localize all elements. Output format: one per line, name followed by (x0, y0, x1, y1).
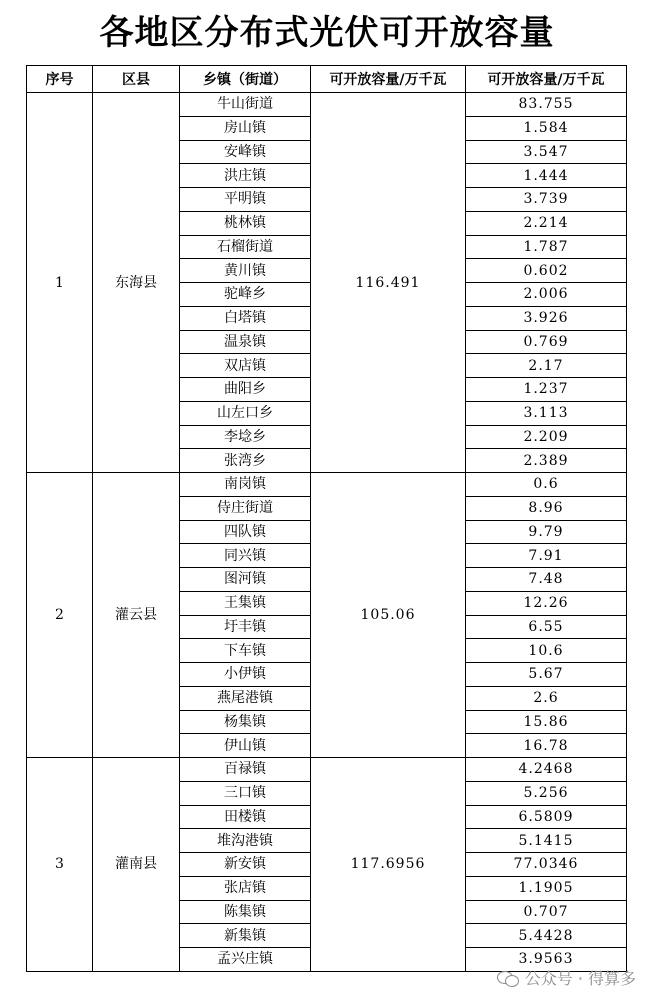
group-total-capacity: 116.491 (311, 93, 466, 473)
town-name: 双店镇 (180, 354, 311, 378)
town-name: 下车镇 (180, 639, 311, 663)
town-capacity: 12.26 (466, 591, 627, 615)
town-name: 图河镇 (180, 568, 311, 592)
town-capacity: 0.602 (466, 259, 627, 283)
town-name: 王集镇 (180, 591, 311, 615)
town-name: 曲阳乡 (180, 378, 311, 402)
town-name: 温泉镇 (180, 330, 311, 354)
table-row (27, 473, 627, 497)
town-name: 黄川镇 (180, 259, 311, 283)
town-name: 白塔镇 (180, 306, 311, 330)
town-capacity: 6.5809 (466, 805, 627, 829)
town-capacity: 3.547 (466, 140, 627, 164)
header-town-capacity: 可开放容量/万千瓦 (466, 66, 627, 93)
town-capacity: 0.769 (466, 330, 627, 354)
town-capacity: 77.0346 (466, 853, 627, 877)
town-name: 杨集镇 (180, 710, 311, 734)
town-capacity: 16.78 (466, 734, 627, 758)
town-name: 田楼镇 (180, 805, 311, 829)
town-capacity: 4.2468 (466, 758, 627, 782)
town-name: 堆沟港镇 (180, 829, 311, 853)
group-total-capacity: 117.6956 (311, 758, 466, 972)
watermark-text: 公众号 · 得算多 (524, 969, 636, 988)
header-index: 序号 (27, 66, 93, 93)
town-name: 李埝乡 (180, 425, 311, 449)
town-capacity: 2.006 (466, 283, 627, 307)
town-name: 房山镇 (180, 116, 311, 140)
town-name: 张店镇 (180, 876, 311, 900)
watermark (497, 966, 636, 989)
town-name: 百禄镇 (180, 758, 311, 782)
town-name: 安峰镇 (180, 140, 311, 164)
town-capacity: 5.256 (466, 781, 627, 805)
town-capacity: 0.707 (466, 900, 627, 924)
group-index: 2 (27, 473, 93, 758)
wechat-icon (497, 969, 519, 987)
group-county: 东海县 (93, 93, 180, 473)
town-capacity: 9.79 (466, 520, 627, 544)
group-index: 3 (27, 758, 93, 972)
town-name: 驼峰乡 (180, 283, 311, 307)
town-name: 洪庄镇 (180, 164, 311, 188)
town-capacity: 7.91 (466, 544, 627, 568)
table-header-row (27, 66, 627, 93)
town-capacity: 1.237 (466, 378, 627, 402)
town-capacity: 3.926 (466, 306, 627, 330)
town-capacity: 3.739 (466, 188, 627, 212)
group-total-capacity: 105.06 (311, 473, 466, 758)
town-name: 桃林镇 (180, 211, 311, 235)
town-name: 燕尾港镇 (180, 686, 311, 710)
town-capacity: 5.4428 (466, 924, 627, 948)
town-name: 陈集镇 (180, 900, 311, 924)
town-name: 圩丰镇 (180, 615, 311, 639)
town-capacity: 2.17 (466, 354, 627, 378)
town-capacity: 83.755 (466, 93, 627, 117)
header-town: 乡镇（街道） (180, 66, 311, 93)
town-name: 新安镇 (180, 853, 311, 877)
town-capacity: 1.584 (466, 116, 627, 140)
group-index: 1 (27, 93, 93, 473)
town-name: 孟兴庄镇 (180, 948, 311, 972)
town-name: 平明镇 (180, 188, 311, 212)
town-capacity: 7.48 (466, 568, 627, 592)
town-capacity: 1.787 (466, 235, 627, 259)
town-capacity: 10.6 (466, 639, 627, 663)
town-capacity: 2.209 (466, 425, 627, 449)
town-capacity: 6.55 (466, 615, 627, 639)
town-capacity: 5.1415 (466, 829, 627, 853)
town-name: 同兴镇 (180, 544, 311, 568)
table-row (27, 758, 627, 782)
town-name: 三口镇 (180, 781, 311, 805)
town-capacity: 1.1905 (466, 876, 627, 900)
town-name: 四队镇 (180, 520, 311, 544)
town-name: 石榴街道 (180, 235, 311, 259)
town-capacity: 15.86 (466, 710, 627, 734)
town-capacity: 2.389 (466, 449, 627, 473)
town-capacity: 1.444 (466, 164, 627, 188)
town-name: 牛山街道 (180, 93, 311, 117)
town-capacity: 2.214 (466, 211, 627, 235)
town-name: 侍庄街道 (180, 496, 311, 520)
town-name: 伊山镇 (180, 734, 311, 758)
capacity-table (26, 65, 627, 972)
town-name: 山左口乡 (180, 401, 311, 425)
town-capacity: 3.9563 (466, 948, 627, 972)
town-capacity: 0.6 (466, 473, 627, 497)
table-row (27, 93, 627, 117)
header-total-capacity: 可开放容量/万千瓦 (311, 66, 466, 93)
group-county: 灌云县 (93, 473, 180, 758)
town-name: 南岗镇 (180, 473, 311, 497)
group-county: 灌南县 (93, 758, 180, 972)
town-capacity: 2.6 (466, 686, 627, 710)
town-name: 新集镇 (180, 924, 311, 948)
town-capacity: 3.113 (466, 401, 627, 425)
town-name: 小伊镇 (180, 663, 311, 687)
table-body (27, 93, 627, 972)
town-capacity: 5.67 (466, 663, 627, 687)
header-county: 区县 (93, 66, 180, 93)
town-capacity: 8.96 (466, 496, 627, 520)
town-name: 张湾乡 (180, 449, 311, 473)
page-title: 各地区分布式光伏可开放容量 (99, 13, 555, 53)
